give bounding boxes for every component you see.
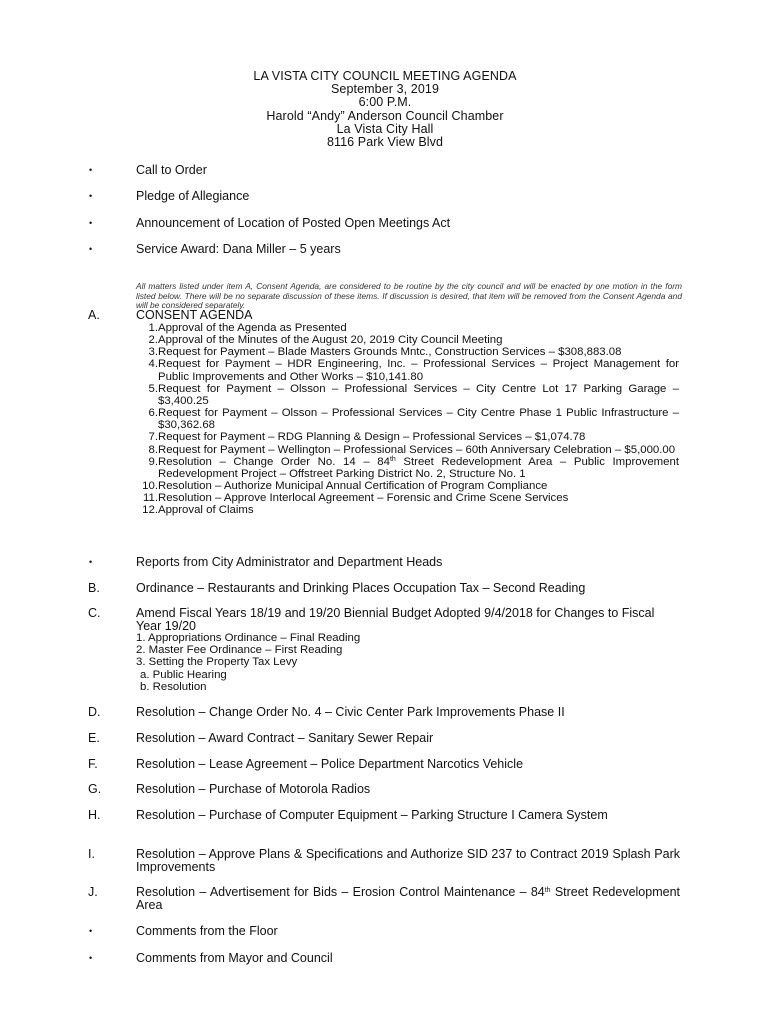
consent-item: 6. Request for Payment – Olsson – Professional Services – City Centre Phase 1 Public Infrastructure – $30,362.68 [148, 407, 679, 432]
section-letter: A. [88, 308, 100, 322]
consent-agenda-note: All matters listed under item A, Consent Agenda, are considered to be routine by the city council and will be enacted by one motion in the form listed below. There will be no separate discussion of these items. If discussion is desired, that item will be removed from the Consent Agenda and will be considered separately. [136, 281, 682, 311]
section-letter: G. [88, 782, 102, 796]
section-letter: C. [88, 606, 101, 620]
section-letter: J. [88, 885, 98, 899]
consent-item: 4. Request for Payment – HDR Engineering, Inc. – Professional Services – Project Management for Public Improvements and Other Works – $10,141.80 [148, 358, 679, 383]
bullet-icon: • [89, 926, 93, 936]
consent-item: 7. Request for Payment – RDG Planning & Design – Professional Services – $1,074.78 [148, 431, 586, 444]
agenda-page: LA VISTA CITY COUNCIL MEETING AGENDA September 3, 2019 6:00 P.M. Harold “Andy” Anderson Council Chamber La Vista City Hall 8116 Park View Blvd • Call to Order • Pledge of Allegiance • Announcement of Location of Posted Open Meetings Act • Service Award: Dana Miller – 5 years All matters listed under item A, Consent Agenda, are considered to be routine by the city council and will be enacted by one motion in the form listed below. There will be no separate discussion of these items. If discussion is desired, that item will be removed from the Consent Agenda and will be considered separately. A. CONSENT AGENDA 1. Approval of the Agenda as Presented 2. Approval of the Minutes of the August 20, 2019 City Council Meeting 3. Request for Payment – Blade Masters Grounds Mntc., Construction Services – $308,883.08 4. Request for Payment – HDR Engineering, Inc. – Professional Services – Project Management for Public Improvements and Other Works – $10,141.80 5. Request for Payment – Olsson – Professional Services – City Centre Lot 17 Parking Garage – $3,400.25 6. Request for Payment – Olsson – Professional Services – City Centre Phase 1 Public Infrastructure – $30,362.68 7. Request for Payment – RDG Planning & Design – Professional Services – $1,074.78 8. Request for Payment – Wellington – Professional Services – 60th Anniversary Celebration – $5,000.00 9. Resolution – Change Order No. 14 – 84th Street Redevelopment Area – Public Improvement Redevelopment Project – Offstreet Parking District No. 2, Structure No. 1 10. Resolution – Authorize Municipal Annual Certification of Program Compliance 11. Resolution – Approve Interlocal Agreement – Forensic and Crime Scene Services 12. Approval of Claims • Reports from City Administrator and Department Heads B. Ordinance – Restaurants and Drinking Places Occupation Tax – Second Reading C. Amend Fiscal Years 18/19 and 19/20 Biennial Budget Adopted 9/4/2018 for Changes to Fiscal Year 19/20 1. Appropriations Ordinance – Final Reading 2. Master Fee Ordinance – First Reading 3. Setting the Property Tax Levy a. Public Hearing b. Resolution D. Resolution – Change Order No. 4 – Civic Center Park Improvements Phase II E. Resolution – Award Contract – Sanitary Sewer Repair F. Resolution – Lease Agreement – Police Department Narcotics Vehicle G. Resolution – Purchase of Motorola Radios H. Resolution – Purchase of Computer Equipment – Parking Structure I Camera System I. Resolution – Approve Plans & Specifications and Authorize SID 237 to Contract 2019 Splash Park Improvements J. Resolution – Advertisement for Bids – Erosion Control Maintenance – 84th Street Redevelopment Area • Comments from the Floor • Comments from Mayor and Council [0, 0, 770, 1024]
bullet-icon: • [89, 953, 93, 963]
consent-item: 11. Resolution – Approve Interlocal Agreement – Forensic and Crime Scene Services [143, 492, 569, 505]
bullet-icon: • [89, 557, 93, 567]
consent-item: 12. Approval of Claims [142, 504, 254, 517]
consent-item: 8. Request for Payment – Wellington – Professional Services – 60th Anniversary Celebration – $5,000.00 [148, 443, 676, 456]
consent-item: 9. Resolution – Change Order No. 14 – 84th Street Redevelopment Area – Public Improvement Redevelopment Project – Offstreet Parking District No. 2, Structure No. 1 [148, 455, 679, 480]
section-letter: D. [88, 705, 101, 719]
consent-item: 3. Request for Payment – Blade Masters Grounds Mntc., Construction Services – $308,883.08 [148, 346, 622, 359]
section-letter: I. [88, 847, 95, 861]
meeting-time: 6:00 P.M. [358, 95, 412, 110]
bullet-icon: • [89, 218, 93, 228]
subitem: 2. Master Fee Ordinance – First Reading [136, 644, 343, 657]
bullet-icon: • [89, 165, 93, 175]
subitem: a. Public Hearing [140, 668, 227, 681]
meeting-room: Harold “Andy” Anderson Council Chamber [266, 108, 504, 123]
subitem: 1. Appropriations Ordinance – Final Reading [136, 632, 361, 644]
agenda-header [0, 70, 770, 149]
meeting-address: 8116 Park View Blvd [326, 135, 444, 150]
section-letter: H. [88, 808, 101, 822]
consent-agenda-list [0, 322, 770, 517]
section-letter: B. [88, 581, 100, 595]
bullet-icon: • [89, 244, 93, 254]
subitem: 3. Setting the Property Tax Levy [136, 656, 298, 669]
agenda-title: LA VISTA CITY COUNCIL MEETING AGENDA [253, 69, 517, 83]
section-title: CONSENT AGENDA [136, 308, 253, 322]
section-letter: E. [88, 731, 100, 745]
consent-item: 5. Request for Payment – Olsson – Professional Services – City Centre Lot 17 Parking Garage – $3,400.25 [148, 382, 679, 407]
subitem: b. Resolution [140, 680, 207, 693]
meeting-building: La Vista City Hall [336, 121, 434, 136]
consent-item: 10. Resolution – Authorize Municipal Annual Certification of Program Compliance [142, 480, 548, 493]
section-letter: F. [88, 757, 98, 771]
consent-item: 2. Approval of the Minutes of the August 20, 2019 City Council Meeting [148, 334, 503, 347]
budget-subitems [136, 632, 360, 693]
bullet-icon: • [89, 191, 93, 201]
consent-item: 1. Approval of the Agenda as Presented [148, 322, 347, 334]
meeting-date: September 3, 2019 [330, 82, 440, 97]
